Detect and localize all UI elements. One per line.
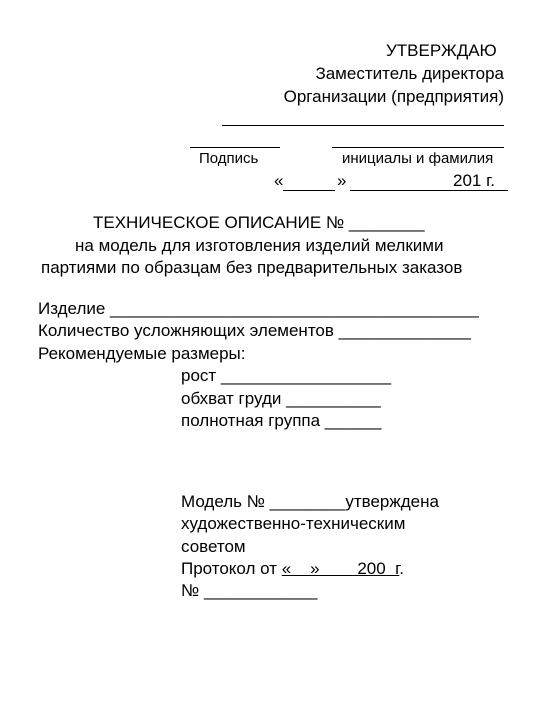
signature-label: Подпись [199, 150, 259, 167]
field-fullness: полнотная группа ______ [181, 411, 382, 430]
field-product: Изделие _______________________________________ [38, 299, 479, 318]
protocol-date: « » 200 г [281, 559, 400, 578]
document-title: ТЕХНИЧЕСКОЕ ОПИСАНИЕ № ________ [93, 213, 425, 232]
approval-position-line2: Организации (предприятия) [283, 87, 504, 106]
signature-line [190, 147, 280, 148]
protocol-number: № ____________ [181, 581, 318, 600]
protocol-dot: . [399, 559, 405, 578]
protocol-line [181, 559, 404, 579]
date-close-quote: » [337, 171, 347, 190]
initials-label: инициалы и фамилия [342, 150, 494, 167]
field-complex-elements: Количество усложняющих элементов ______________ [38, 321, 471, 340]
date-day-line [283, 190, 335, 191]
document-subtitle-line2: партиями по образцам без предварительных заказов [41, 258, 463, 277]
field-height: рост __________________ [181, 366, 392, 385]
protocol-prefix: Протокол от [181, 559, 282, 578]
date-open-quote: « [274, 171, 284, 190]
model-approval-line3: советом [181, 537, 246, 556]
approval-position-line1: Заместитель директора [315, 64, 504, 83]
date-year: 201 г. [453, 171, 495, 190]
model-approval-line2: художественно-техническим [181, 514, 406, 533]
model-approval-line1: Модель № ________утверждена [181, 492, 439, 511]
field-chest: обхват груди __________ [181, 389, 381, 408]
document-subtitle-line1: на модель для изготовления изделий мелкими [75, 236, 444, 255]
approver-name-line [222, 125, 504, 126]
initials-line [332, 147, 504, 148]
approval-heading: УТВЕРЖДАЮ [386, 41, 497, 60]
field-sizes-label: Рекомендуемые размеры: [38, 344, 246, 363]
